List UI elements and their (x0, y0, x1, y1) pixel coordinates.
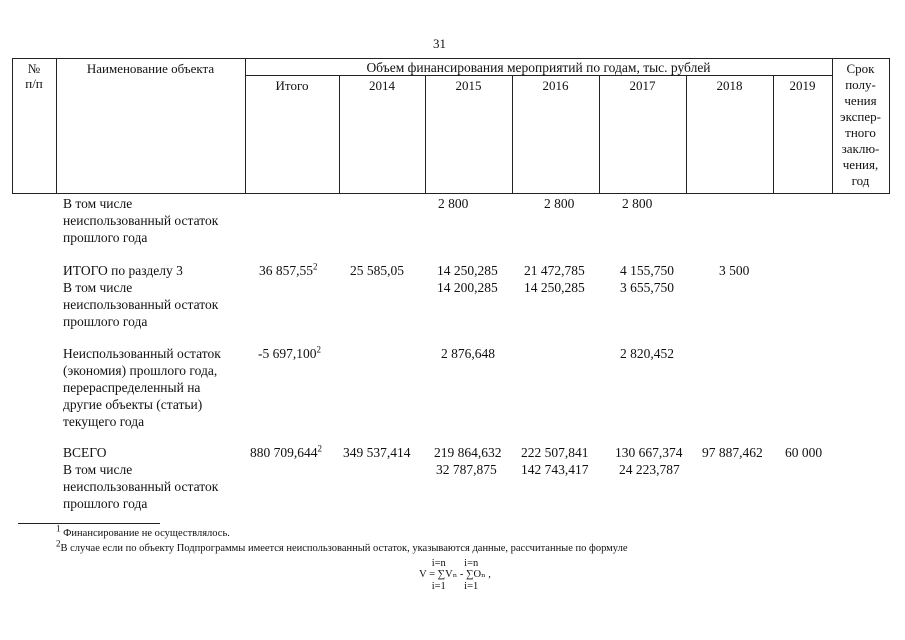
footnote-1: $^1$ Финансирование не осуществлялось. (56, 523, 230, 539)
header-year-2014: 2014 (369, 78, 395, 93)
cell-2016: 21 472,785 (524, 263, 585, 278)
formula-main: V = ∑Vₙ - ∑Oₙ , (419, 569, 491, 580)
cell-2015: 219 864,632 (434, 445, 502, 460)
row-label: Неиспользованный остаток (экономия) прошлого года, перераспределенный на другие объекты (статьи) текущего года (63, 346, 221, 429)
row-sublabel: В том числе неиспользованный остаток прошлого года (63, 462, 219, 511)
header-total: Итого (275, 78, 309, 93)
row-label: ИТОГО по разделу 3 (63, 263, 183, 278)
cell-total: 880 709,644$^2$ (250, 443, 322, 460)
cell-2015-unused: 14 200,285 (437, 280, 498, 295)
col-border (889, 58, 890, 194)
row-sublabel: В том числе неиспользованный остаток прошлого года (63, 280, 219, 329)
col-border (56, 58, 57, 194)
footnote-2: $^2$В случае если по объекту Подпрограммы имеется неиспользованный остаток, указываются данные, рассчитанные по формуле (56, 538, 628, 554)
cell-2016: 2 800 (544, 196, 575, 211)
cell-2016-unused: 14 250,285 (524, 280, 585, 295)
formula-upper-limits: i=n i=n (431, 558, 479, 569)
header-financing: Объем финансирования мероприятий по годам, тыс. рублей (366, 60, 711, 75)
header-year-2019: 2019 (789, 78, 816, 93)
cell-2015: 2 876,648 (441, 346, 495, 361)
cell-total: 36 857,55$^2$ (259, 261, 318, 278)
cell-2017: 4 155,750 (620, 263, 674, 278)
header-top-border (12, 58, 889, 59)
cell-total: -5 697,100$^2$ (258, 344, 321, 361)
cell-2017: 2 800 (622, 196, 653, 211)
cell-2016: 222 507,841 (521, 445, 589, 460)
cell-2014: 349 537,414 (343, 445, 411, 460)
cell-2014: 25 585,05 (350, 263, 404, 278)
footnote-separator (18, 523, 160, 524)
formula-lower-limits: i=1 i=1 (431, 581, 479, 592)
header-num: № п/п (25, 61, 43, 91)
cell-2015-unused: 32 787,875 (436, 462, 497, 477)
cell-2015: 2 800 (438, 196, 469, 211)
row-label: В том числе неиспользованный остаток прошлого года (63, 196, 219, 245)
header-year-2016: 2016 (542, 78, 569, 93)
header-year-2015: 2015 (455, 78, 482, 93)
cell-2017: 130 667,374 (615, 445, 683, 460)
cell-2017-unused: 3 655,750 (620, 280, 674, 295)
cell-2015: 14 250,285 (437, 263, 498, 278)
page-number: 31 (433, 36, 446, 51)
cell-2017: 2 820,452 (620, 346, 674, 361)
header-year-2018: 2018 (716, 78, 743, 93)
header-mid-border (245, 75, 832, 76)
cell-2018: 97 887,462 (702, 445, 763, 460)
header-year-2017: 2017 (629, 78, 656, 93)
cell-2017-unused: 24 223,787 (619, 462, 680, 477)
cell-2016-unused: 142 743,417 (521, 462, 589, 477)
header-name: Наименование объекта (86, 61, 215, 76)
cell-2018: 3 500 (719, 263, 750, 278)
header-bottom-border (12, 193, 889, 194)
header-term: Срок полу- чения экспер- тного заклю- чения, год (840, 61, 881, 188)
cell-2019: 60 000 (785, 445, 823, 460)
row-label: ВСЕГО (63, 445, 107, 460)
